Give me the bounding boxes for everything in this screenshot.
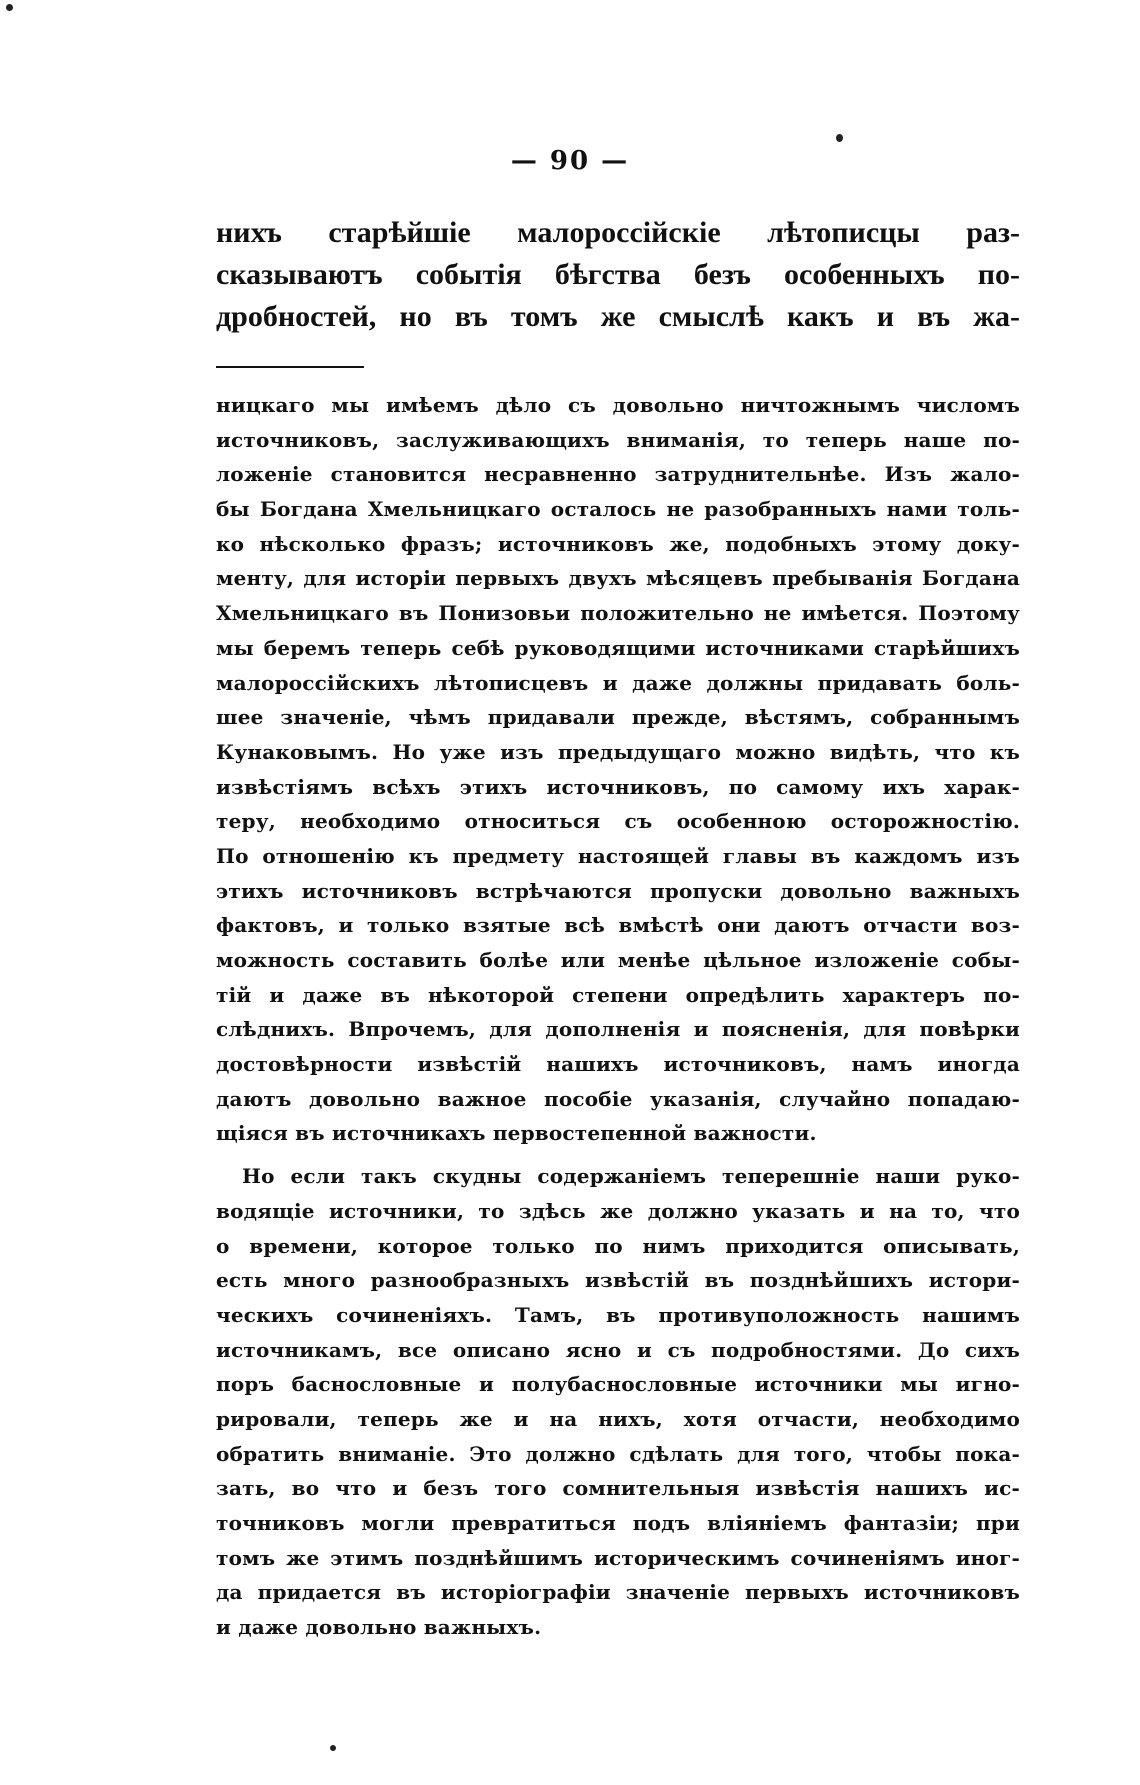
footnote-line: бы Богдана Хмельницкаго осталось не разобранныхъ нами толь- bbox=[216, 497, 1020, 522]
footnote-line: ницкаго мы имѣемъ дѣло съ довольно ничтожнымъ числомъ bbox=[216, 393, 1020, 417]
footnote-line: поръ баснословные и полубаснословные источники мы игно- bbox=[216, 1372, 1020, 1397]
footnote-paragraph-2 bbox=[216, 1159, 1020, 1645]
main-text-block bbox=[216, 212, 1020, 338]
main-text-line: дробностей, но въ томъ же смыслѣ какъ и въ жа- bbox=[216, 300, 1020, 333]
footnote-line: мы беремъ теперь себѣ руководящими источниками старѣйшихъ bbox=[216, 635, 1020, 660]
footnote-line: и даже довольно важныхъ. bbox=[216, 1615, 542, 1640]
footnote-paragraph-1 bbox=[216, 388, 1020, 1151]
footnote-line: рировали, теперь же и на нихъ, хотя отчасти, необходимо bbox=[216, 1406, 1020, 1431]
footnote-divider bbox=[216, 366, 364, 368]
scan-speck bbox=[330, 1745, 336, 1751]
scan-speck bbox=[836, 134, 843, 142]
footnote-line: шее значеніе, чѣмъ придавали прежде, вѣстямъ, собраннымъ bbox=[216, 705, 1020, 730]
footnote-line: Но если такъ скудны содержаніемъ теперешніе наши руко- bbox=[242, 1164, 1020, 1189]
footnote-line: источникамъ, все описано ясно и съ подробностями. До сихъ bbox=[216, 1337, 1020, 1362]
footnote-line: малороссійскихъ лѣтописцевъ и даже должны придавать боль- bbox=[216, 670, 1020, 695]
footnote-line: зать, во что и безъ того сомнительныя извѣстія нашихъ ис- bbox=[216, 1476, 1020, 1501]
main-text-line: сказываютъ событія бѣгства безъ особенныхъ по- bbox=[216, 258, 1020, 291]
footnote-line: можность составить болѣе или менѣе цѣльное изложеніе собы- bbox=[216, 948, 1020, 972]
footnote-line: щіяся въ источникахъ первостепенной важности. bbox=[216, 1121, 817, 1146]
footnote-line: источниковъ, заслуживающихъ вниманія, то теперь наше по- bbox=[216, 427, 1020, 452]
footnote-line: теру, необходимо относиться съ особенною осторожностію. bbox=[216, 809, 1020, 834]
footnote-line: даютъ довольно важное пособіе указанія, случайно попадаю- bbox=[216, 1086, 1020, 1111]
footnote-line: Хмельницкаго въ Понизовьи положительно не имѣется. Поэтому bbox=[216, 601, 1020, 626]
footnote-line: точниковъ могли превратиться подъ вліяніемъ фантазіи; при bbox=[216, 1511, 1020, 1535]
footnote-line: слѣднихъ. Впрочемъ, для дополненія и поясненія, для повѣрки bbox=[216, 1017, 1020, 1042]
footnote-line: достовѣрности извѣстій нашихъ источниковъ, намъ иногда bbox=[216, 1052, 1020, 1077]
footnote-line: томъ же этимъ позднѣйшимъ историческимъ сочиненіямъ иног- bbox=[216, 1545, 1020, 1570]
footnote-line: извѣстіямъ всѣхъ этихъ источниковъ, по самому ихъ харак- bbox=[216, 774, 1020, 799]
footnote-line: фактовъ, и только взятые всѣ вмѣстѣ они даютъ отчасти воз- bbox=[216, 913, 1020, 938]
footnote-line: обратить вниманіе. Это должно сдѣлать для того, чтобы пока- bbox=[216, 1441, 1020, 1466]
footnote-line: есть много разнообразныхъ извѣстій въ позднѣйшихъ истори- bbox=[216, 1268, 1020, 1293]
footnote-line: ческихъ сочиненіяхъ. Тамъ, въ противуположность нашимъ bbox=[216, 1302, 1020, 1327]
footnote-line: водящіе источники, то здѣсь же должно указать и на то, что bbox=[216, 1198, 1020, 1223]
footnote-line: этихъ источниковъ встрѣчаются пропуски довольно важныхъ bbox=[216, 878, 1020, 903]
main-text-line: нихъ старѣйшіе малороссійскіе лѣтописцы раз- bbox=[216, 216, 1020, 249]
footnote-line: менту, для исторіи первыхъ двухъ мѣсяцевъ пребыванія Богдана bbox=[216, 566, 1020, 591]
footnote-line: По отношенію къ предмету настоящей главы въ каждомъ изъ bbox=[216, 843, 1020, 868]
scan-speck bbox=[6, 4, 13, 11]
footnote-line: Кунаковымъ. Но уже изъ предыдущаго можно видѣть, что къ bbox=[216, 739, 1020, 764]
page-number: — 90 — bbox=[510, 146, 630, 176]
footnote-line: о времени, которое только по нимъ приходится описывать, bbox=[216, 1233, 1020, 1258]
footnote-block bbox=[216, 388, 1020, 1645]
footnote-line: ко нѣсколько фразъ; источниковъ же, подобныхъ этому доку- bbox=[216, 531, 1020, 556]
footnote-line: ложеніе становится несравненно затруднительнѣе. Изъ жало- bbox=[216, 462, 1020, 487]
footnote-line: да придается въ исторіографіи значеніе первыхъ источниковъ bbox=[216, 1580, 1020, 1605]
footnote-line: тій и даже въ нѣкоторой степени опредѣлить характеръ по- bbox=[216, 982, 1020, 1007]
